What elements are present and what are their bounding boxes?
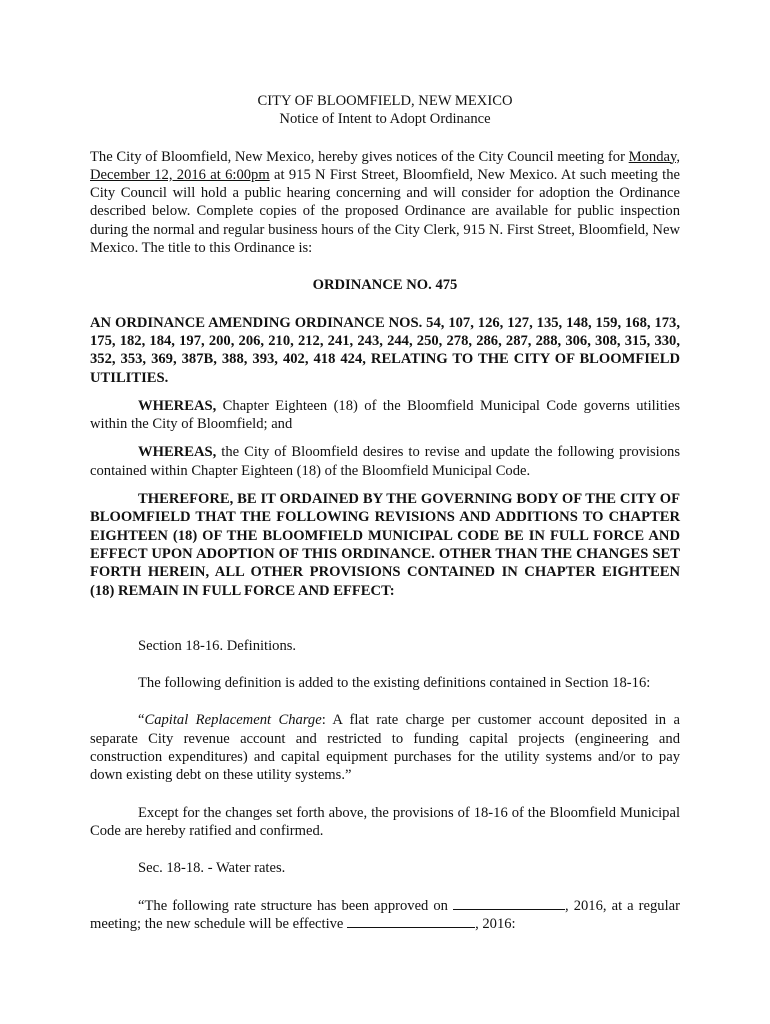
effective-date-blank [347, 915, 475, 928]
rate-text-1: “The following rate structure has been approved on [138, 897, 454, 914]
meeting-date: Monday, December 12, 2016 at 6:00pm [90, 148, 680, 183]
section-18-18-heading: Sec. 18-18. - Water rates. [138, 860, 286, 877]
defined-term: Capital Replacement Charge [144, 712, 322, 729]
notice-title: Notice of Intent to Adopt Ordinance [279, 111, 491, 128]
rate-structure-paragraph [90, 897, 680, 934]
definition-paragraph [90, 711, 680, 784]
therefore-clause: THEREFORE, BE IT ORDAINED BY THE GOVERNING BODY OF THE CITY OF BLOOMFIELD THAT THE FOLLOWING REVISIONS AND ADDITIONS TO CHAPTER EIGHTEEN (18) OF THE BLOOMFIELD MUNICIPAL CODE BE IN FULL FORCE AND EFFECT UPON ADOPTION OF THIS ORDINANCE. OTHER THAN THE CHANGES SET FORTH HEREIN, ALL OTHER PROVISIONS CONTAINED IN CHAPTER EIGHTEEN (18) REMAIN IN FULL FORCE AND EFFECT: [90, 491, 680, 599]
whereas-paragraph-1 [90, 397, 680, 434]
ordinance-title: AN ORDINANCE AMENDING ORDINANCE NOS. 54, 107, 126, 127, 135, 148, 159, 168, 173, 175, 182, 184, 197, 200, 206, 210, 212, 241, 243, 244, 250, 278, 286, 287, 288, 306, 308, 315, 330, 352, 353, 369, 387B, 388, 393, 402, 418 424, RELATING TO THE CITY OF BLOOMFIELD UTILITIES. [90, 314, 680, 386]
ratification-paragraph: Except for the changes set forth above, the provisions of 18-16 of the Bloomfield Municipal Code are hereby ratified and confirmed. [90, 804, 680, 839]
intro-text-end: at 915 N First Street, Bloomfield, New Mexico. At such meeting the City Council will hold a public hearing concerning and will consider for adoption the Ordinance described below. Complete copies of the proposed Ordinance are available for public inspection during the normal and regular business hours of the City Clerk, 915 N. First Street, Bloomfield, New Mexico. The title to this Ordinance is: [90, 166, 681, 257]
ordinance-number: ORDINANCE NO. 475 [312, 277, 458, 294]
open-quote: “ [138, 712, 145, 729]
definition-intro: The following definition is added to the existing definitions contained in Section 18-16: [138, 675, 651, 692]
whereas-paragraph-2 [90, 443, 680, 480]
whereas-text: the City of Bloomfield desires to revise and update the following provisions contained within Chapter Eighteen (18) of the Bloomfield Municipal Code. [90, 444, 680, 479]
rate-text-3: , 2016: [475, 915, 516, 932]
section-18-16-heading: Section 18-16. Definitions. [138, 637, 297, 654]
document-header [90, 92, 680, 129]
intro-paragraph [90, 148, 680, 258]
whereas-lead: WHEREAS, [138, 444, 217, 461]
definition-text: : A flat rate charge per customer account deposited in a separate City revenue account and restricted to funding capital projects (engineering and construction expenditures) and capital equipment purchases for the utility systems and/or to pay down existing debt on these utility systems.” [90, 712, 680, 784]
approval-date-blank [453, 897, 565, 910]
whereas-text: Chapter Eighteen (18) of the Bloomfield Municipal Code governs utilities within the City of Bloomfield; and [90, 397, 680, 433]
intro-text-start: The City of Bloomfield, New Mexico, hereby gives notices of the City Council meeting for [90, 148, 629, 165]
rate-text-2: , 2016, at a regular meeting; the new schedule will be effective [90, 897, 680, 932]
whereas-lead: WHEREAS, [138, 397, 217, 414]
city-title: CITY OF BLOOMFIELD, NEW MEXICO [257, 93, 513, 109]
